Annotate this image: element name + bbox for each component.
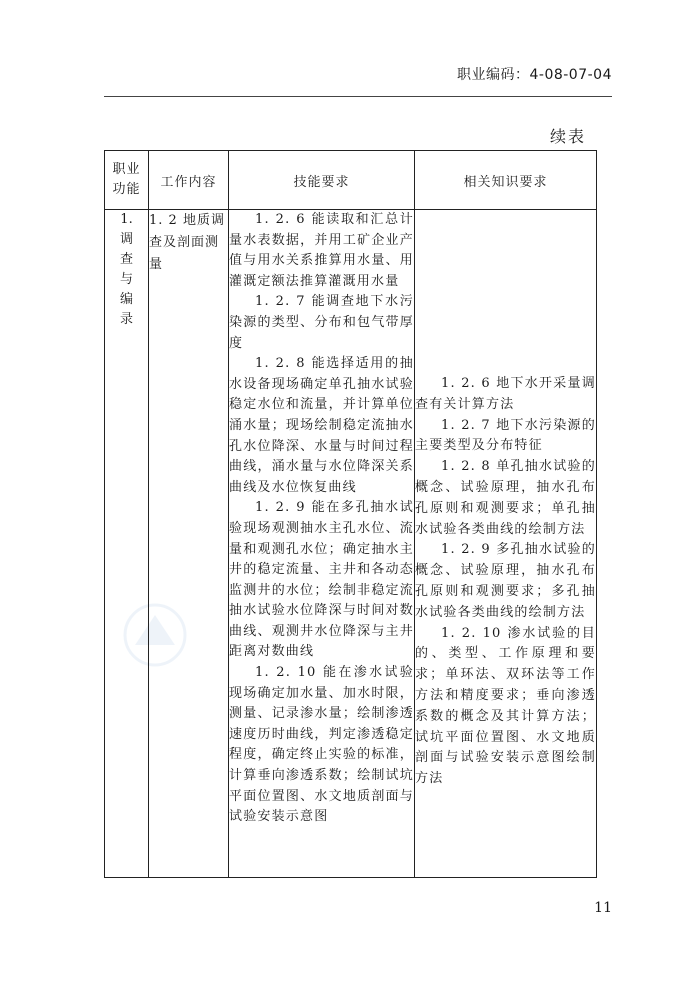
knowledge-item: 1. 2. 7 地下水污染源的主要类型及分布特征 [415,417,596,454]
knowledge-item: 1. 2. 9 多孔抽水试验的概念、试验原理，抽水孔布孔原则和观测要求；多孔抽水试验各类曲线的绘制方法 [415,542,596,620]
function-text: 1. 调查与编录 [119,212,133,327]
skills-table [104,150,597,878]
function-cell [105,210,149,878]
skill-item: 1. 2. 9 能在多孔抽水试验现场观测抽水主孔水位、流量和观测孔水位；确定抽水主井的稳定流量、主井和各动态监测井的水位；绘制非稳定流抽水试验水位降深与时间对数曲线、观测井水位降深与主井距离对数曲线 [229,500,414,660]
header-work-content: 工作内容 [149,151,229,210]
knowledge-item: 1. 2. 6 地下水开采量调查有关计算方法 [415,376,596,412]
knowledge-requirements-cell [415,210,597,878]
header-function: 职业功能 [105,151,149,210]
header-skill-requirements: 技能要求 [229,151,415,210]
header-rule [104,96,612,97]
skill-item: 1. 2. 8 能选择适用的抽水设备现场确定单孔抽水试验稳定水位和流量，并计算单位涌水量；现场绘制稳定流抽水孔水位降深、水量与时间过程曲线，涌水量与水位降深关系曲线及水位恢复曲线 [229,356,414,495]
header-knowledge-requirements: 相关知识要求 [415,151,597,210]
page-number: 11 [594,900,612,916]
skill-item: 1. 2. 10 能在渗水试验现场确定加水量、加水时限，测量、记录渗水量；绘制渗透速度历时曲线，判定渗透稳定程度，确定终止实验的标准，计算垂向渗透系数；绘制试坑平面位置图、水文地质剖面与试验安装示意图 [229,665,414,825]
occupation-code: 职业编码：4-08-07-04 [456,67,612,83]
skill-item: 1. 2. 7 能调查地下水污染源的类型、分布和包气带厚度 [229,294,414,351]
table-header-row [105,151,597,210]
work-content-text: 1. 2 地质调查及剖面测量 [149,213,225,272]
knowledge-item: 1. 2. 8 单孔抽水试验的概念、试验原理，抽水孔布孔原则和观测要求；单孔抽水试验各类曲线的绘制方法 [415,459,596,537]
work-content-cell [149,210,229,878]
knowledge-item: 1. 2. 10 渗水试验的目的、类型、工作原理和要求；单环法、双环法等工作方法和精度要求；垂向渗透系数的概念及其计算方法；试坑平面位置图、水文地质剖面与试验安装示意图绘制方法 [415,625,596,787]
table-row [105,210,597,878]
skill-requirements-cell [229,210,415,878]
skill-item: 1. 2. 6 能读取和汇总计量水表数据，并用工矿企业产值与用水关系推算用水量、用灌溉定额法推算灌溉用水量 [229,212,414,289]
continuation-label: 续表 [549,127,586,146]
